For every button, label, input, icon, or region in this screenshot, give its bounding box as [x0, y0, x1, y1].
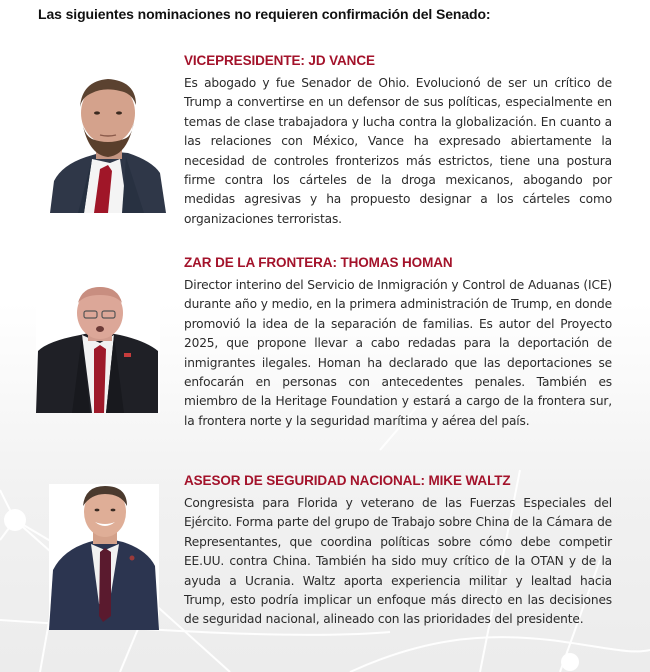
- nominee-bio: Director interino del Servicio de Inmigración y Control de Aduanas (ICE) durante año y medio, en la primera administración de Trump, en donde promovió la idea de la separación de familias. Es autor del Proyecto 2025, que propone llevar a cabo redadas para la deportación de inmigrantes ilegales. Homan ha declarado que las deportaciones se enfocarán en personas con antecedentes penales. También es miembro de la Heritage Foundation y estará a cargo de la frontera sur, la frontera norte y la seguridad marítima y aérea del país.: [184, 278, 612, 428]
- intro-heading: Las siguientes nominaciones no requieren confirmación del Senado:: [38, 6, 491, 22]
- nominee-bio: Es abogado y fue Senador de Ohio. Evolucionó de ser un crítico de Trump a convertirse en un defensor de sus políticas, especialmente en temas de clase trabajadora y lucha contra la globalización. En cuanto a las relaciones con México, Vance ha expresado abiertamente la necesidad de controles fronterizos más estrictos, tiene una postura firme contra los cárteles de la droga mexicanos, abogando por medidas agresivas y ha propuesto designar a los cárteles como organizaciones terroristas.: [184, 76, 612, 226]
- nominee-bio: Congresista para Florida y veterano de las Fuerzas Especiales del Ejército. Forma parte del grupo de Trabajo sobre China de la Cámara de Representantes, que coordina políticas sobre cómo debe competir EE.UU. contra China. También ha sido muy crítico de la OTAN y de la ayuda a Ucrania. Waltz aporta experiencia militar y lealtad hacia Trump, esto podría implicar un enfoque más directo en las decisiones de seguridad nacional, alineado con las prioridades del presidente.: [184, 496, 612, 627]
- portrait-thomas-homan: [36, 283, 160, 413]
- nominee-heading: ASESOR DE SEGURIDAD NACIONAL: MIKE WALTZ: [184, 473, 511, 488]
- nominee-heading: VICEPRESIDENTE: JD VANCE: [184, 53, 375, 68]
- portrait-jd-vance: [48, 73, 168, 213]
- nominee-heading: ZAR DE LA FRONTERA: THOMAS HOMAN: [184, 255, 453, 270]
- portrait-mike-waltz: [49, 484, 159, 630]
